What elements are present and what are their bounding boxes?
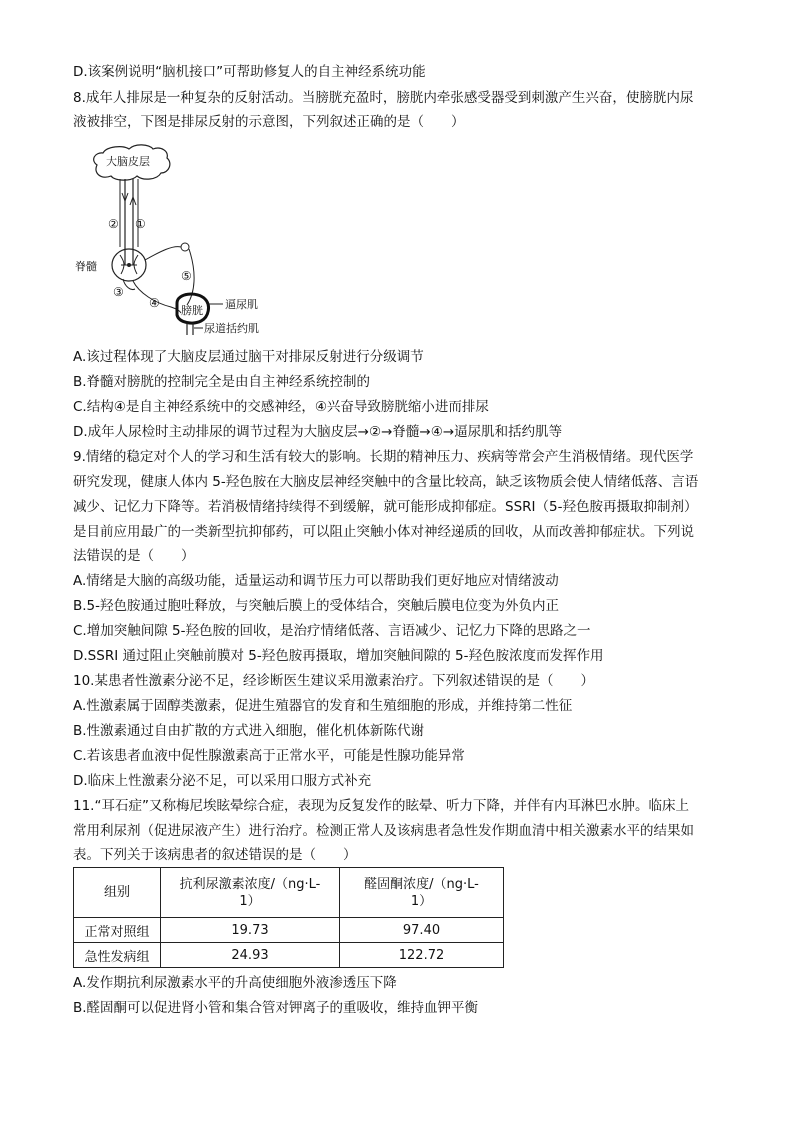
- spinal-label: 脊髓: [75, 260, 97, 273]
- q8-stem-line-1: 8.成年人排尿是一种复杂的反射活动。当膀胱充盈时，膀胱内牵张感受器受到刺激产生兴奋，使膀胱内尿: [73, 90, 694, 106]
- cell-aldosterone: 122.72: [340, 943, 504, 968]
- header-ald-line-2: 1）: [410, 893, 433, 909]
- q10-stem: 10.某患者性激素分泌不足，经诊断医生建议采用激素治疗。下列叙述错误的是（ ）: [73, 673, 594, 689]
- table-row: [74, 918, 504, 943]
- q11-option-b: B.醛固酮可以促进肾小管和集合管对钾离子的重吸收，维持血钾平衡: [73, 1000, 479, 1016]
- hormone-level-table: [73, 867, 504, 968]
- q11-stem-line-2: 常用利尿剂（促进尿液产生）进行治疗。检测正常人及该病患者急性发作期血清中相关激素水平的结果如: [73, 823, 694, 839]
- q9-option-b: B.5-羟色胺通过胞吐释放，与突触后膜上的受体结合，突触后膜电位变为外负内正: [73, 598, 560, 614]
- micturition-reflex-diagram: [73, 143, 283, 338]
- label-3: ③: [113, 285, 124, 299]
- q9-option-c: C.增加突触间隙 5-羟色胺的回收，是治疗情绪低落、言语减少、记忆力下降的思路之一: [73, 623, 591, 639]
- q8-option-d: D.成年人尿检时主动排尿的调节过程为大脑皮层→②→脊髓→④→逼尿肌和括约肌等: [73, 424, 563, 440]
- q7-option-d: D.该案例说明“脑机接口”可帮助修复人的自主神经系统功能: [73, 64, 426, 80]
- q10-option-d: D.临床上性激素分泌不足，可以采用口服方式补充: [73, 773, 372, 789]
- label-1: ①: [135, 217, 146, 231]
- dorsal-ganglion: [181, 243, 189, 251]
- table-row: [74, 943, 504, 968]
- cortex-label: 大脑皮层: [106, 155, 150, 168]
- header-group: 组别: [74, 868, 161, 918]
- q9-stem-line-3: 减少、记忆力下降等。若消极情绪持续得不到缓解，就可能形成抑郁症。SSRI（5-羟色胺再摄取抑制剂）: [73, 499, 698, 515]
- q8-option-b: B.脊髓对膀胱的控制完全是由自主神经系统控制的: [73, 374, 371, 390]
- label-5: ⑤: [181, 269, 192, 283]
- cell-group: 急性发病组: [74, 943, 161, 968]
- q9-stem-line-4: 是目前应用最广的一类新型抗抑郁药，可以阻止突触小体对神经递质的回收，从而改善抑郁症状。下列说: [73, 524, 694, 540]
- cell-aldosterone: 97.40: [340, 918, 504, 943]
- q10-option-a: A.性激素属于固醇类激素，促进生殖器官的发育和生殖细胞的形成，并维持第二性征: [73, 698, 573, 714]
- bladder-label: 膀胱: [181, 304, 203, 317]
- cell-adh: 24.93: [161, 943, 340, 968]
- header-ald-line-1: 醛固酮浓度/（ng·L-: [364, 876, 479, 892]
- q9-option-d: D.SSRI 通过阻止突触前膜对 5-羟色胺再摄取，增加突触间隙的 5-羟色胺浓度而发挥作用: [73, 648, 604, 664]
- label-2: ②: [108, 217, 119, 231]
- q9-stem-line-5: 法错误的是（ ）: [73, 548, 195, 564]
- central-canal: [127, 263, 131, 267]
- detrusor-label: 逼尿肌: [225, 298, 258, 311]
- table-header-row: [74, 868, 504, 918]
- q9-stem-line-1: 9.情绪的稳定对个人的学习和生活有较大的影响。长期的精神压力、疾病等常会产生消极情绪。现代医学: [73, 449, 694, 465]
- q8-option-a: A.该过程体现了大脑皮层通过脑干对排尿反射进行分级调节: [73, 349, 424, 365]
- q9-stem-line-2: 研究发现，健康人体内 5-羟色胺在大脑皮层神经突触中的含量比较高，缺乏该物质会使人情绪低落、言语: [73, 474, 699, 490]
- q8-stem-line-2: 液被排空，下图是排尿反射的示意图，下列叙述正确的是（ ）: [73, 114, 465, 130]
- header-adh-line-2: 1）: [239, 893, 261, 909]
- cell-group: 正常对照组: [74, 918, 161, 943]
- q9-option-a: A.情绪是大脑的高级功能，适量运动和调节压力可以帮助我们更好地应对情绪波动: [73, 573, 559, 589]
- q8-option-c: C.结构④是自主神经系统中的交感神经，④兴奋导致膀胱缩小进而排尿: [73, 399, 489, 415]
- header-aldosterone: [340, 868, 504, 918]
- q10-option-c: C.若该患者血液中促性腺激素高于正常水平，可能是性腺功能异常: [73, 748, 465, 764]
- header-adh: [161, 868, 340, 918]
- header-adh-line-1: 抗利尿激素浓度/（ng·L-: [179, 876, 321, 892]
- q11-option-a: A.发作期抗利尿激素水平的升高使细胞外液渗透压下降: [73, 975, 397, 991]
- q10-option-b: B.性激素通过自由扩散的方式进入细胞，催化机体新陈代谢: [73, 723, 425, 739]
- q11-stem-line-3: 表。下列关于该病患者的叙述错误的是（ ）: [73, 847, 357, 863]
- q11-stem-line-1: 11.“耳石症”又称梅尼埃眩晕综合症，表现为反复发作的眩晕、听力下降，并伴有内耳淋巴水肿。临床上: [73, 798, 689, 814]
- sphincter-label: 尿道括约肌: [204, 322, 259, 335]
- cell-adh: 19.73: [161, 918, 340, 943]
- label-4: ④: [149, 296, 160, 310]
